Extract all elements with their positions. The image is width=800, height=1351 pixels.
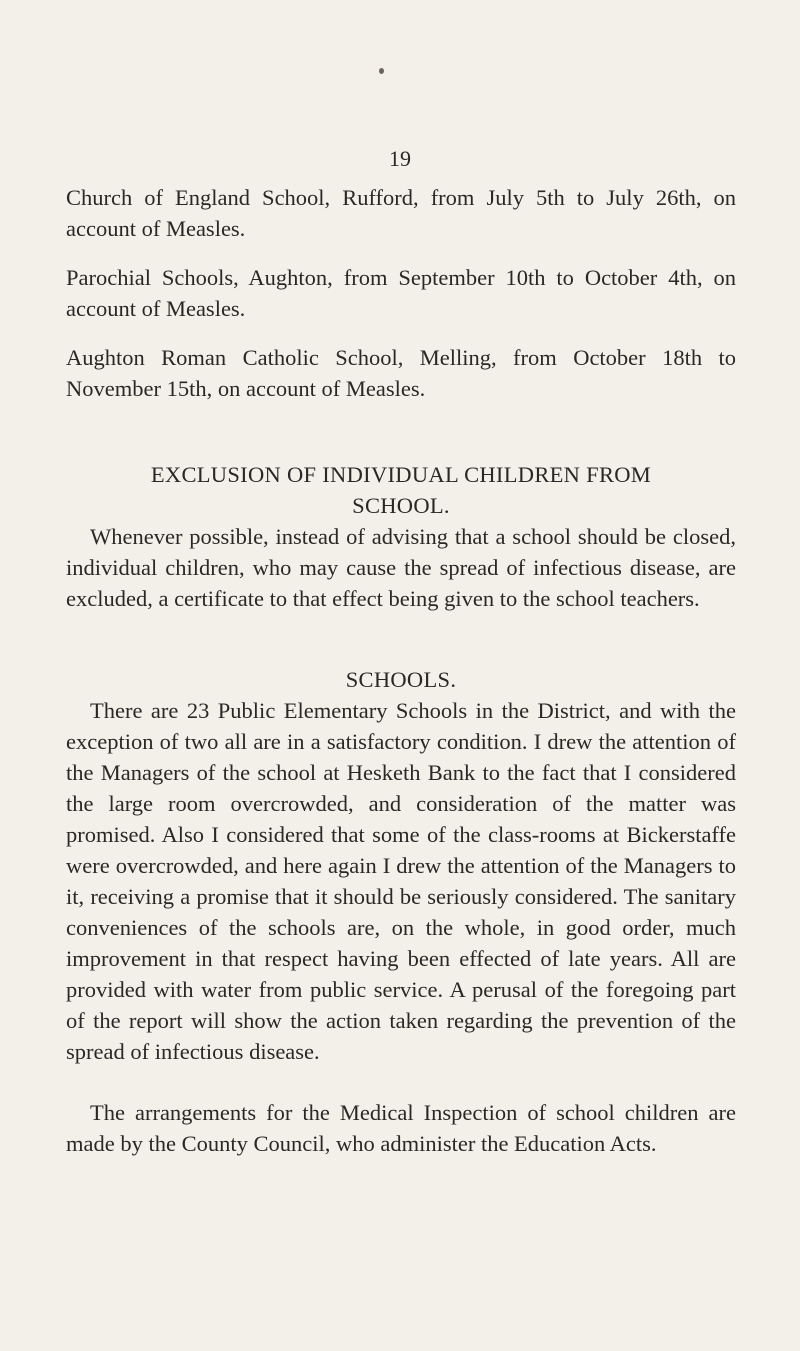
page-number: 19 bbox=[389, 146, 411, 171]
closure-aughton-parochial-paragraph: Parochial Schools, Aughton, from September 10th to October 4th, on account of Measles. bbox=[66, 265, 736, 321]
page-body bbox=[66, 182, 736, 1159]
schools-heading: SCHOOLS. bbox=[345, 667, 457, 692]
medical-inspection-paragraph: The arrangements for the Medical Inspection of school children are made by the County Council, who administer the Education Acts. bbox=[66, 1100, 736, 1156]
exclusion-heading-line2: SCHOOL. bbox=[352, 493, 450, 518]
paper-speck bbox=[379, 68, 384, 74]
exclusion-heading-line1: EXCLUSION OF INDIVIDUAL CHILDREN FROM bbox=[150, 462, 652, 487]
exclusion-paragraph: Whenever possible, instead of advising that a school should be closed, individual children, who may cause the spread of infectious disease, are excluded, a certificate to that effect being given to the school teachers. bbox=[66, 524, 736, 611]
closure-aughton-rc-paragraph: Aughton Roman Catholic School, Melling, from October 18th to November 15th, on account of Measles. bbox=[66, 345, 736, 401]
closure-rufford-paragraph: Church of England School, Rufford, from July 5th to July 26th, on account of Measles. bbox=[66, 185, 736, 241]
schools-paragraph: There are 23 Public Elementary Schools in the District, and with the exception of two all are in a satisfactory condition. I drew the attention of the Managers of the school at Hesketh Bank to the fact that I considered the large room overcrowded, and consideration of the matter was promised. Also I considered that some of the class-rooms at Bickerstaffe were overcrowded, and here again I drew the attention of the Managers to it, receiving a promise that it should be seriously considered. The sanitary conveniences of the schools are, on the whole, in good order, much improvement in that respect having been effected of late years. All are provided with water from public service. A perusal of the foregoing part of the report will show the action taken regarding the prevention of the spread of infectious disease. bbox=[66, 698, 736, 1064]
